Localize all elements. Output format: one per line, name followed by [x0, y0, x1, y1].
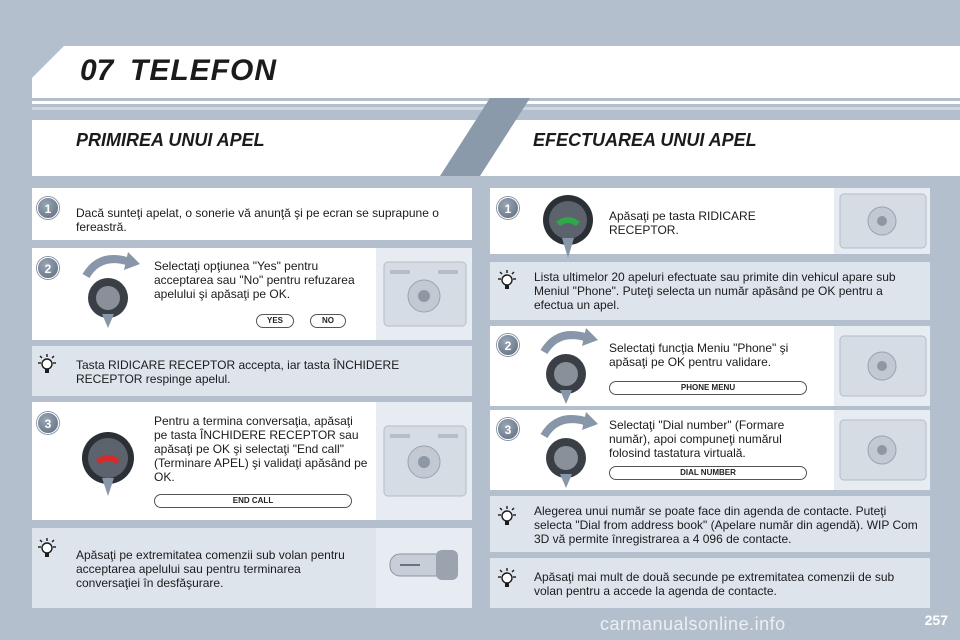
right-tip3-text: Apăsaţi mai mult de două secunde pe extremitatea comenzii de sub volan pentru a accede la agenda de contacte. — [534, 570, 895, 598]
end-call-button[interactable]: END CALL — [154, 494, 352, 508]
lightbulb-icon — [35, 352, 59, 376]
radio-panel-image — [376, 248, 472, 340]
left-step2-text: Selectaţi opţiunea "Yes" pentru acceptarea sau "No" pentru refuzarea apelului şi apăsaţi pe OK. — [154, 259, 355, 301]
lightbulb-icon — [35, 536, 59, 560]
left-tip2-text: Apăsaţi pe extremitatea comenzii sub volan pentru acceptarea apelului sau pentru terminarea conversaţiei în desfăşurare. — [76, 548, 345, 590]
section-title-receiving: PRIMIREA UNUI APEL — [76, 130, 265, 150]
step-badge: 3 — [497, 418, 519, 440]
radio-unit-icon — [834, 410, 930, 490]
dial-number-button[interactable]: DIAL NUMBER — [609, 466, 807, 480]
watermark: carmanualsonline.info — [600, 614, 786, 634]
lightbulb-icon — [495, 504, 519, 528]
yes-button[interactable]: YES — [256, 314, 294, 328]
left-step3-text: Pentru a termina conversaţia, apăsaţi pe tasta ÎNCHIDERE RECEPTOR sau apăsaţi pe OK şi selectaţi "End call" (Terminare APEL) şi validaţi apăsând pe OK. — [154, 414, 368, 484]
left-step1-text: Dacă sunteţi apelat, o sonerie vă anunţă şi pe ecran se suprapune o fereastră. — [76, 206, 439, 234]
hangup-button-icon — [80, 428, 140, 498]
left-tip1-text: Tasta RIDICARE RECEPTOR accepta, iar tasta ÎNCHIDERE RECEPTOR respinge apelul. — [76, 358, 400, 386]
step-badge: 2 — [37, 257, 59, 279]
section-title-making: EFECTUAREA UNUI APEL — [533, 130, 757, 150]
step-badge: 1 — [497, 197, 519, 219]
right-tip1-text: Lista ultimelor 20 apeluri efectuate sau primite din vehicul apare sub Meniul "Phone". Puteţi selecta un număr apăsând pe OK pentru a efectua un apel. — [534, 270, 896, 312]
radio-unit-icon — [834, 326, 930, 406]
lightbulb-icon — [495, 566, 519, 590]
radio-panel-image — [834, 410, 930, 490]
step-badge: 3 — [37, 412, 59, 434]
chapter-number: 07 — [80, 54, 114, 87]
right-step1-text: Apăsaţi pe tasta RIDICARE RECEPTOR. — [609, 209, 756, 237]
radio-panel-image — [376, 402, 472, 520]
chapter-title: TELEFON — [130, 54, 277, 87]
step-badge: 1 — [37, 197, 59, 219]
steering-stalk-icon — [376, 528, 472, 608]
radio-panel-image — [834, 188, 930, 254]
rotary-knob-icon — [538, 412, 602, 488]
page-number: 257 — [924, 612, 948, 628]
phone-menu-button[interactable]: PHONE MENU — [609, 381, 807, 395]
right-step2-text: Selectaţi funcţia Meniu "Phone" şi apăsaţi pe OK pentru validare. — [609, 341, 789, 369]
decorative-diagonal — [440, 98, 530, 176]
radio-unit-icon — [376, 402, 472, 520]
no-button[interactable]: NO — [310, 314, 346, 328]
radio-unit-icon — [834, 188, 930, 254]
step-badge: 2 — [497, 334, 519, 356]
radio-panel-image — [834, 326, 930, 406]
rotary-knob-icon — [80, 252, 144, 328]
right-tip2-text: Alegerea unui număr se poate face din agenda de contacte. Puteţi selecta "Dial from address book" (Apelare număr din agendă). WIP Com 3D vă permite înregistrarea a 4 096 de contacte. — [534, 504, 918, 546]
pickup-button-icon — [540, 192, 596, 258]
radio-unit-icon — [376, 248, 472, 340]
stalk-image-panel — [376, 528, 472, 608]
rotary-knob-icon — [538, 328, 602, 404]
right-step3-text: Selectaţi "Dial number" (Formare număr), apoi compuneţi numărul folosind tastatura virtuală. — [609, 418, 785, 460]
lightbulb-icon — [495, 268, 519, 292]
